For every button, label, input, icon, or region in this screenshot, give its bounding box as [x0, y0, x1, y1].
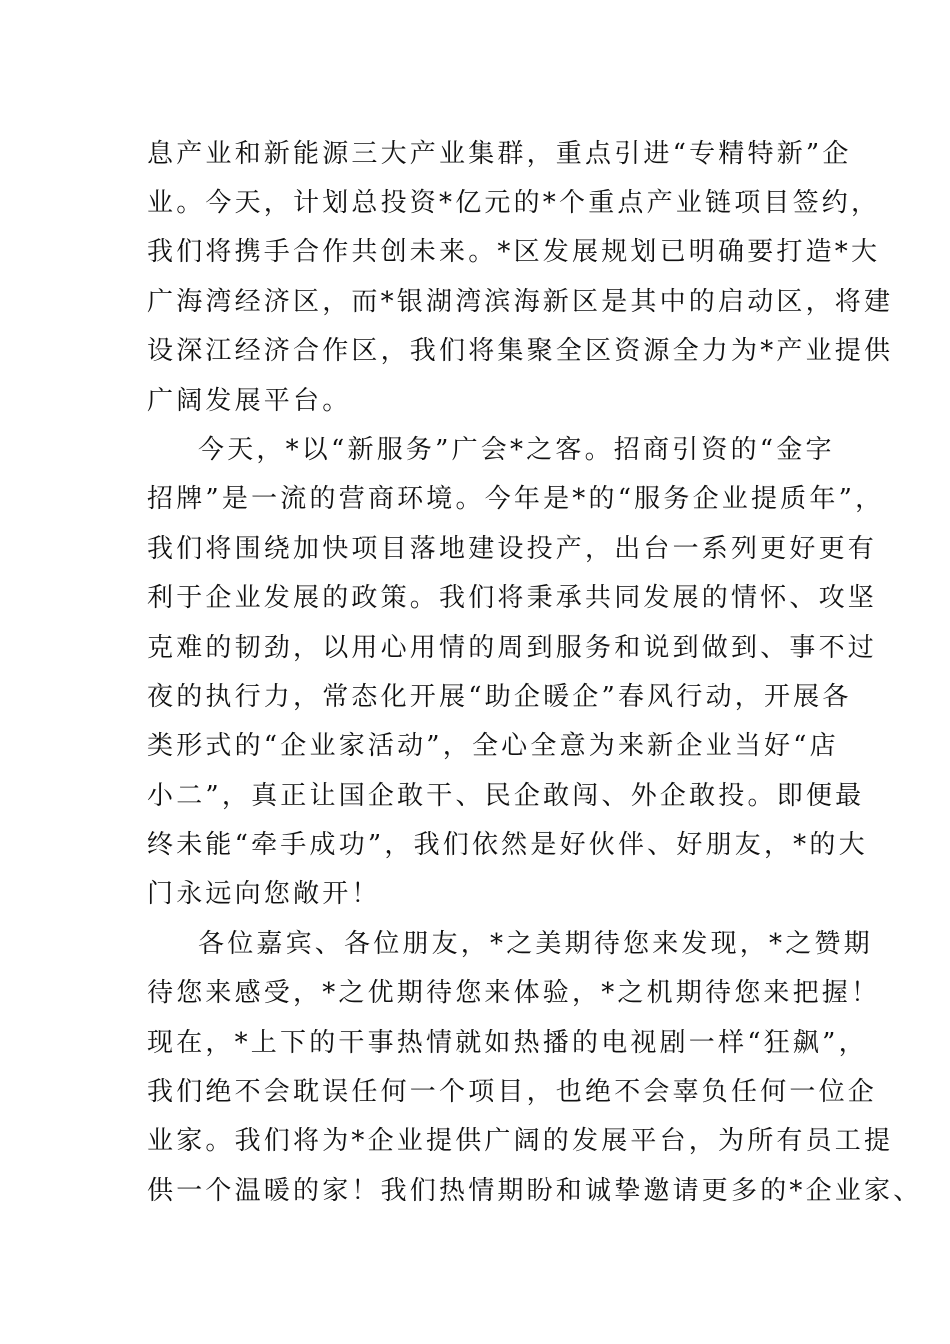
text-line: 终未能“牵手成功”，我们依然是好伙伴、好朋友，*的大 — [147, 830, 868, 860]
text-line: 我们绝不会耽误任何一个项目，也绝不会辜负任何一位企 — [147, 1077, 878, 1107]
paragraph-first-line: 今天，*以“新服务”广会*之客。招商引资的“金字 — [198, 435, 835, 465]
text-line: 克难的韧劲，以用心用情的周到服务和说到做到、事不过 — [147, 633, 878, 663]
text-line: 业家。我们将为*企业提供广阔的发展平台，为所有员工提 — [147, 1126, 894, 1156]
text-line: 我们将携手合作共创未来。*区发展规划已明确要打造*大 — [147, 237, 881, 267]
text-line: 类形式的“企业家活动”，全心全意为来新企业当好“店 — [147, 731, 839, 761]
text-line: 小二”，真正让国企敢干、民企敢闯、外企敢投。即便最 — [147, 781, 865, 811]
text-line: 广海湾经济区，而*银湖湾滨海新区是其中的启动区，将建 — [147, 287, 894, 317]
text-line: 夜的执行力，常态化开展“助企暖企”春风行动，开展各 — [147, 682, 852, 712]
text-line: 门永远向您敞开！ — [147, 879, 381, 909]
text-line: 招牌”是一流的营商环境。今年是*的“服务企业提质年”， — [147, 484, 885, 514]
paragraph-first-line: 各位嘉宾、各位朋友，*之美期待您来发现，*之赞期 — [198, 929, 873, 959]
text-line: 设深江经济合作区，我们将集聚全区资源全力为*产业提供 — [147, 336, 894, 366]
text-line: 广阔发展平台。 — [147, 386, 352, 416]
text-line: 供一个温暖的家！我们热情期盼和诚挚邀请更多的*企业家、 — [147, 1176, 923, 1206]
text-line: 我们将围绕加快项目落地建设投产，出台一系列更好更有 — [147, 534, 878, 564]
text-line: 息产业和新能源三大产业集群，重点引进“专精特新”企 — [147, 139, 852, 169]
text-line: 待您来感受，*之优期待您来体验，*之机期待您来把握！ — [147, 978, 881, 1008]
text-line: 利于企业发展的政策。我们将秉承共同发展的情怀、攻坚 — [147, 583, 878, 613]
text-line: 业。今天，计划总投资*亿元的*个重点产业链项目签约， — [147, 188, 881, 218]
text-line: 现在，*上下的干事热情就如热播的电视剧一样“狂飙”， — [147, 1028, 868, 1058]
